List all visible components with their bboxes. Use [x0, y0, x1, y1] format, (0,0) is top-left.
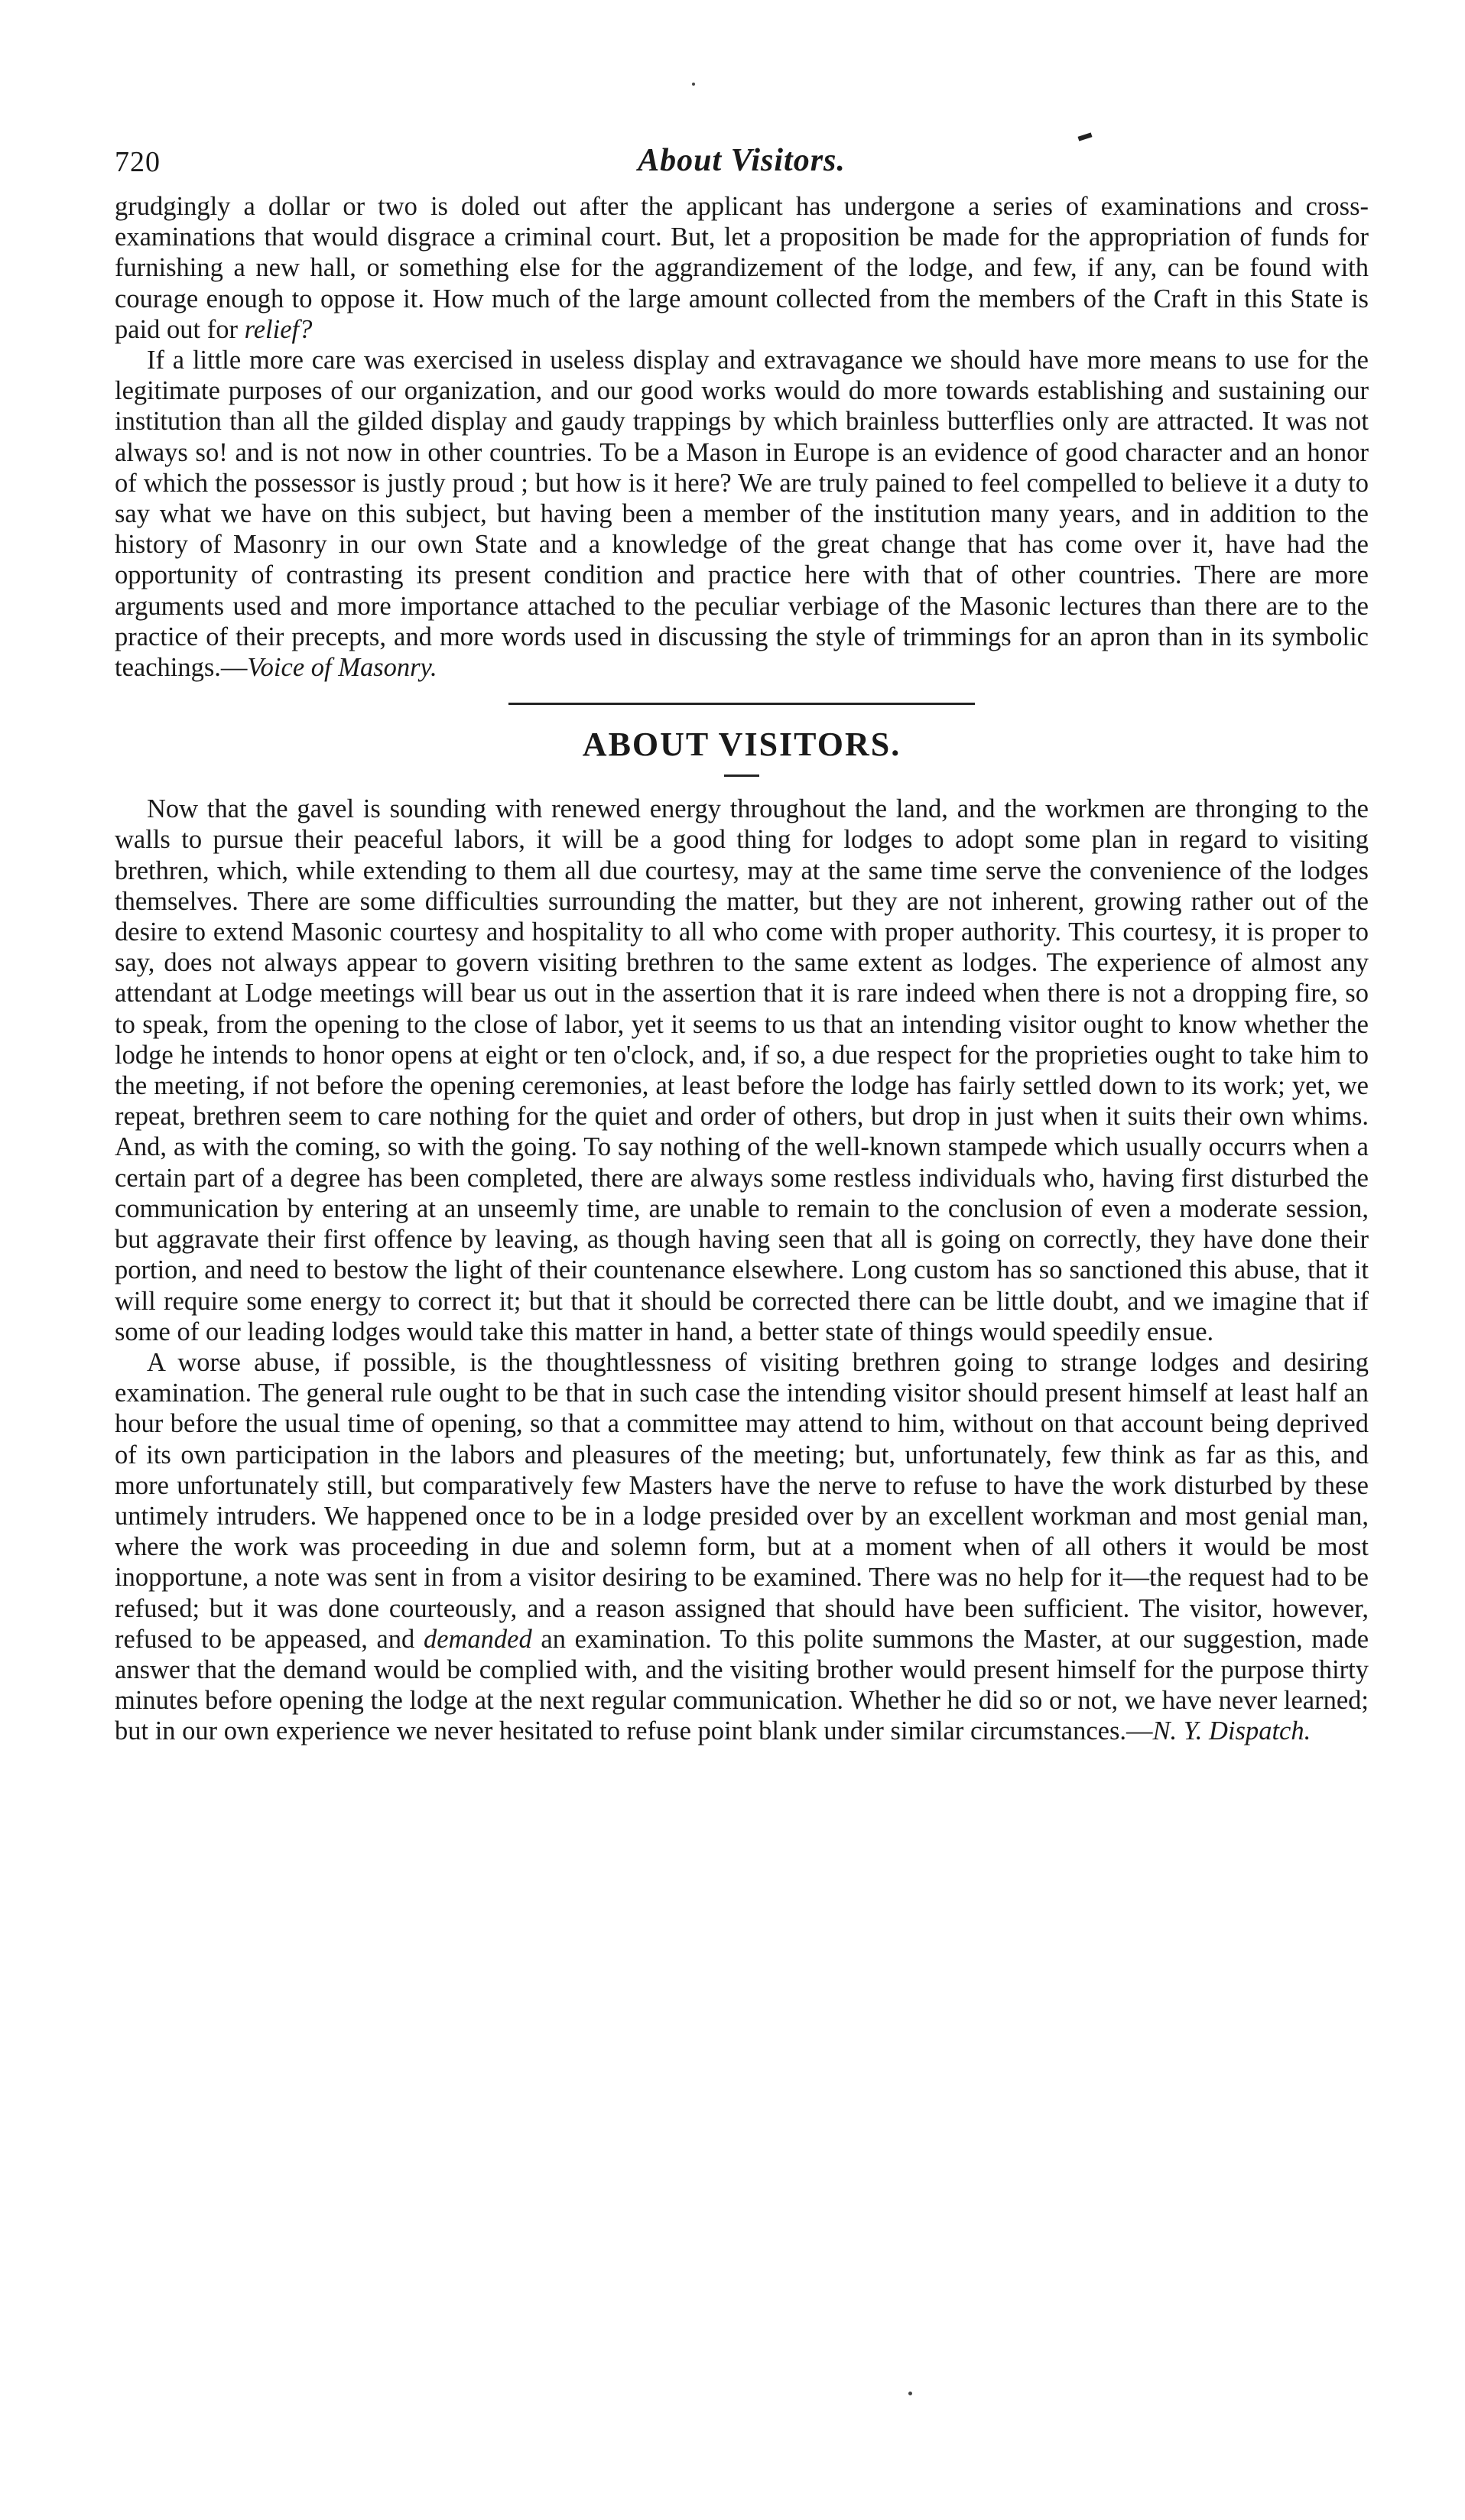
previous-article-paragraph — [115, 191, 1369, 345]
section-divider — [508, 703, 975, 705]
article-title: ABOUT VISITORS. — [582, 726, 901, 764]
emphasis-relief: relief? — [244, 314, 313, 344]
article-paragraph — [115, 1347, 1369, 1747]
source-credit: N. Y. Dispatch. — [1152, 1716, 1311, 1746]
paragraph-text: grudgingly a dollar or two is doled out after the applicant has undergone a series of examinations and cross-examinations that would disgrace a criminal court. But, let a proposition be made for the appropriation of funds for furnishing a new hall, or something else for the aggrandizement of the lodge, and few, if any, can be found with courage enough to oppose it. How much of the large amount collected from the members of the Craft in this State is paid out for — [115, 192, 1369, 344]
previous-article-paragraph — [115, 345, 1369, 683]
ink-speck — [908, 2392, 912, 2395]
ink-speck — [692, 83, 695, 86]
title-rule — [724, 775, 759, 777]
running-head — [115, 138, 1369, 191]
running-title: About Visitors. — [638, 143, 846, 178]
page — [115, 138, 1369, 1747]
paragraph-text: an examination. To this polite summons the Master, at our suggestion, made answer that the demand would be complied with, and the visiting brother would present himself for the purpose thirty minutes before opening the lodge at the next regular communication. Whether he did so or not, we have never learned; but in our own experience we never hesitated to refuse point blank under similar circumstances.— — [115, 1624, 1369, 1746]
paragraph-text: A worse abuse, if possible, is the thoughtlessness of visiting brethren going to strange lodges and desiring examination. The general rule ought to be that in such case the intending visitor should present himself at least half an hour before the usual time of opening, so that a committee may attend to him, without on that account being deprived of its own participation in the labors and pleasures of the meeting; but, unfortunately, few think as far as this, and more unfortunately still, but comparatively few Masters have the nerve to refuse to have the work disturbed by these untimely intruders. We happened once to be in a lodge presided over by an excellent workman and most genial man, where the work was proceeding in due and solemn form, but at a moment when of all others it would be most inopportune, a note was sent in from a visitor desiring to be examined. There was no help for it—the request had to be refused; but it was done courteously, and a reason assigned that should have been sufficient. The visitor, however, refused to be appeased, and — [115, 1347, 1369, 1654]
paragraph-text: If a little more care was exercised in useless display and extravagance we should have more means to use for the legitimate purposes of our organization, and our good works would do more towards establishing and sustaining our institution than all the gilded display and gaudy trappings by which brainless butterflies only are attracted. It was not always so! and is not now in other countries. To be a Mason in Europe is an evidence of good character and an honor of which the possessor is justly proud ; but how is it here? We are truly pained to feel compelled to believe it a duty to say what we have on this subject, but having been a member of the institution many years, and in addition to the history of Masonry in our own State and a knowledge of the great change that has come over it, have had the opportunity of contrasting its present condition and practice here with that of other countries. There are more arguments used and more importance attached to the peculiar verbiage of the Masonic lectures than there are to the practice of their precepts, and more words used in discussing the style of trimmings for an apron than in its symbolic teachings.— — [115, 346, 1369, 683]
source-credit: Voice of Masonry. — [247, 653, 437, 683]
page-number: 720 — [115, 146, 161, 178]
article-paragraph — [115, 794, 1369, 1347]
paragraph-text: Now that the gavel is sounding with renewed energy throughout the land, and the workmen are thronging to the walls to pursue their peaceful labors, it will be a good thing for lodges to adopt some plan in regard to visiting brethren, which, while extending to them all due courtesy, may at the same time serve the convenience of the lodges themselves. There are some difficulties surrounding the matter, but they are not inherent, growing rather out of the desire to extend Masonic courtesy and hospitality to all who come with proper authority. This courtesy, it is proper to say, does not always appear to govern visiting brethren to the same extent as lodges. The experience of almost any attendant at Lodge meetings will bear us out in the assertion that it is rare indeed when there is not a dropping fire, so to speak, from the opening to the close of labor, yet it seems to us that an intending visitor ought to know whether the lodge he intends to honor opens at eight or ten o'clock, and, if so, a due respect for the proprieties ought to take him to the meeting, if not before the opening ceremonies, at least before the lodge has fairly settled down to its work; yet, we repeat, brethren seem to care nothing for the quiet and order of others, but drop in just when it suits their own whims. And, as with the coming, so with the going. To say nothing of the well-known stampede which usually occurrs when a certain part of a degree has been completed, there are always some restless individuals who, having first disturbed the communication by entering at an unseemly time, are unable to remain to the conclusion of even a moderate session, but aggravate their first offence by leaving, as though having seen that all is going on correctly, they have done their portion, and need to bestow the light of their countenance elsewhere. Long custom has so sanctioned this abuse, that it will require some energy to correct it; but that it should be corrected there can be little doubt, and we imagine that if some of our leading lodges would take this matter in hand, a better state of things would speedily ensue. — [115, 794, 1369, 1346]
emphasis-demanded: demanded — [423, 1624, 532, 1654]
